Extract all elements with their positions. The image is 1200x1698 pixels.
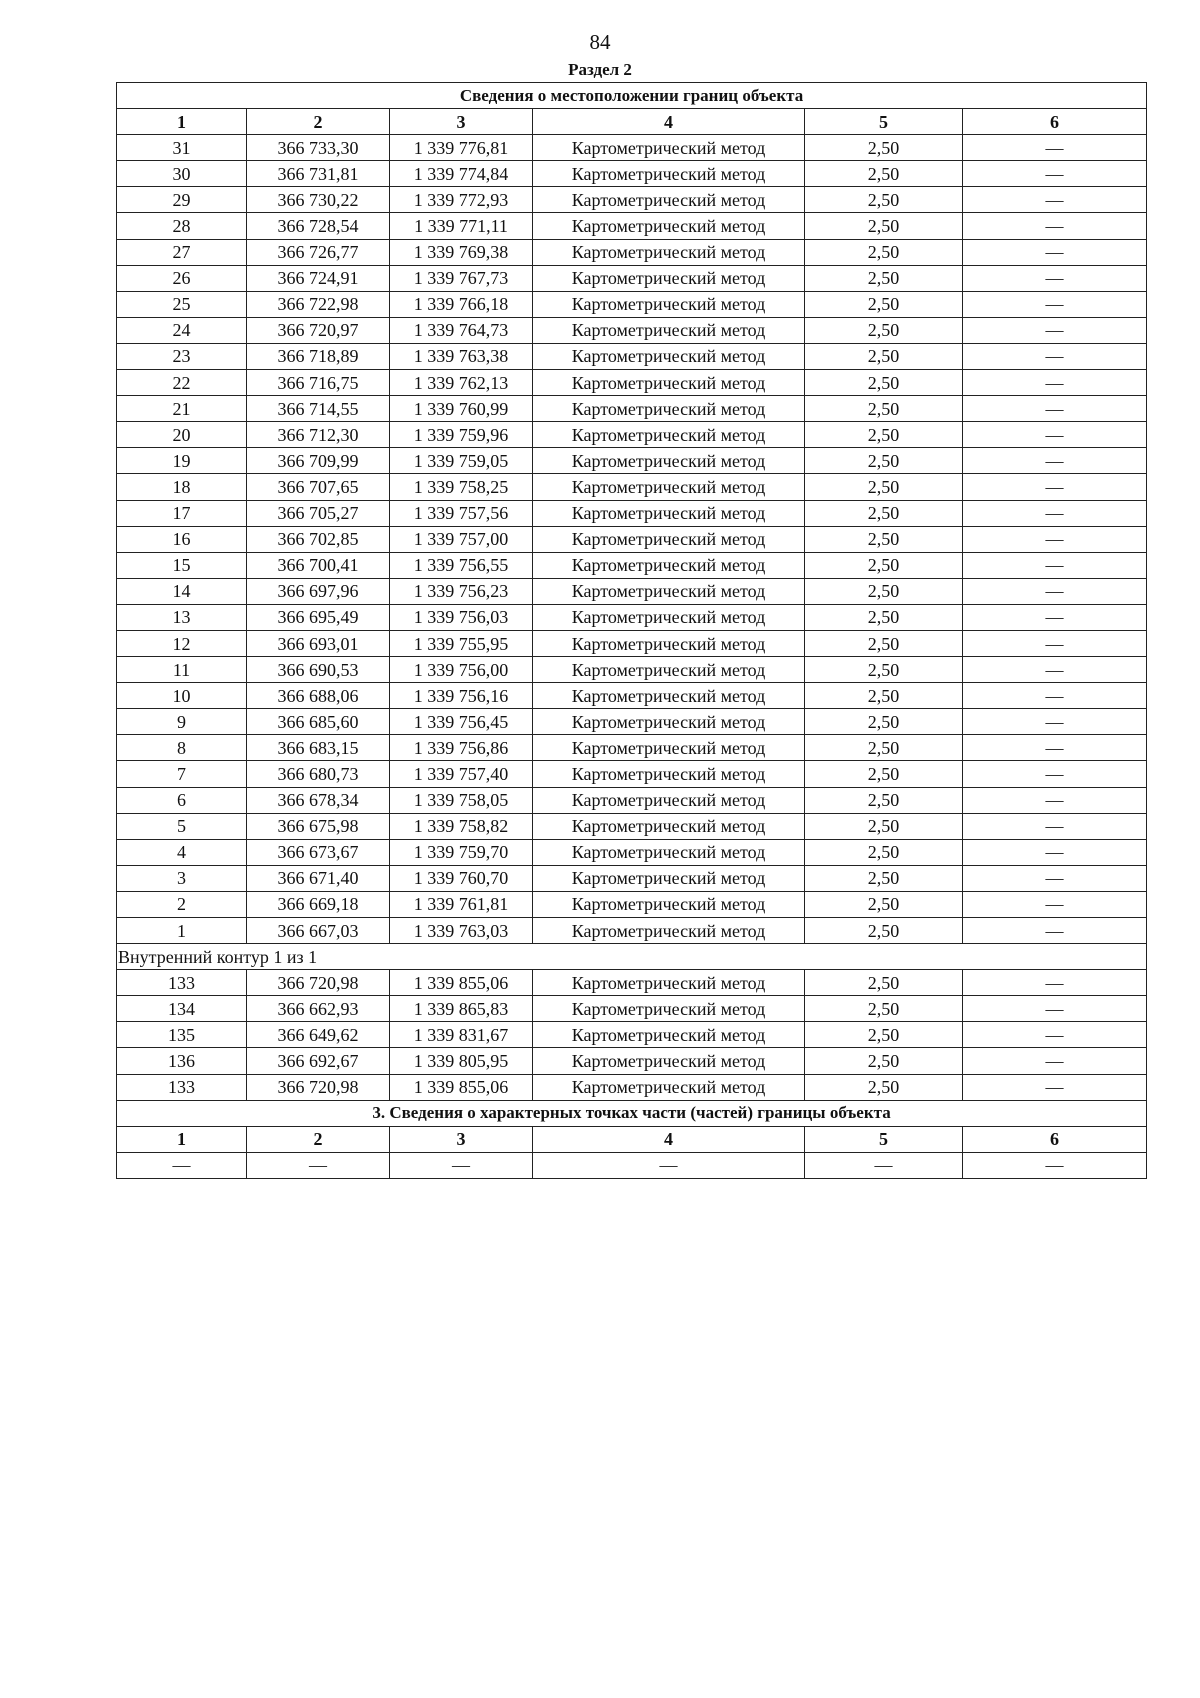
table-cell: 13 bbox=[117, 604, 247, 630]
table-cell: 3 bbox=[117, 865, 247, 891]
table-cell: Картометрический метод bbox=[533, 396, 805, 422]
table-cell: 2,50 bbox=[805, 1074, 963, 1100]
table-cell: 1 339 756,45 bbox=[390, 709, 533, 735]
table-cell: Картометрический метод bbox=[533, 187, 805, 213]
table-cell: Картометрический метод bbox=[533, 291, 805, 317]
table-cell: 2,50 bbox=[805, 839, 963, 865]
table-cell: — bbox=[963, 865, 1147, 891]
table-cell: — bbox=[963, 422, 1147, 448]
table-cell: 15 bbox=[117, 552, 247, 578]
table-row bbox=[117, 683, 1147, 709]
table-cell: 2,50 bbox=[805, 787, 963, 813]
table-cell: Картометрический метод bbox=[533, 1022, 805, 1048]
table-cell: 366 667,03 bbox=[247, 918, 390, 944]
table-cell: 1 339 772,93 bbox=[390, 187, 533, 213]
table-cell: 2,50 bbox=[805, 291, 963, 317]
table-cell: 2,50 bbox=[805, 1048, 963, 1074]
table-cell: Картометрический метод bbox=[533, 422, 805, 448]
table-cell: 366 714,55 bbox=[247, 396, 390, 422]
table-cell: — bbox=[963, 213, 1147, 239]
table-cell: — bbox=[963, 630, 1147, 656]
table-cell: 2,50 bbox=[805, 813, 963, 839]
table-row bbox=[117, 239, 1147, 265]
table-row bbox=[117, 578, 1147, 604]
table-row bbox=[117, 1074, 1147, 1100]
table-row bbox=[117, 291, 1147, 317]
table-row bbox=[117, 970, 1147, 996]
table-cell: 5 bbox=[805, 1126, 963, 1152]
table-cell: — bbox=[963, 657, 1147, 683]
table-cell: — bbox=[963, 187, 1147, 213]
table-cell: 26 bbox=[117, 265, 247, 291]
table-row bbox=[117, 709, 1147, 735]
table-cell: Картометрический метод bbox=[533, 526, 805, 552]
table-cell: 133 bbox=[117, 970, 247, 996]
table-cell: 2,50 bbox=[805, 630, 963, 656]
table-cell: — bbox=[533, 1152, 805, 1178]
table-cell: 2,50 bbox=[805, 683, 963, 709]
table-cell: — bbox=[963, 1048, 1147, 1074]
table-cell: 1 339 759,05 bbox=[390, 448, 533, 474]
table-cell: 31 bbox=[117, 135, 247, 161]
table-cell: 2 bbox=[117, 891, 247, 917]
table-cell: 1 339 756,23 bbox=[390, 578, 533, 604]
table-cell: — bbox=[963, 526, 1147, 552]
table-row bbox=[117, 604, 1147, 630]
table-cell: 1 339 755,95 bbox=[390, 630, 533, 656]
table-cell: — bbox=[963, 918, 1147, 944]
table-cell: 10 bbox=[117, 683, 247, 709]
table-cell: 366 683,15 bbox=[247, 735, 390, 761]
table-cell: — bbox=[963, 761, 1147, 787]
table-cell: — bbox=[963, 578, 1147, 604]
table-cell: 366 724,91 bbox=[247, 265, 390, 291]
table-cell: 20 bbox=[117, 422, 247, 448]
table-cell: 366 730,22 bbox=[247, 187, 390, 213]
table-cell: Картометрический метод bbox=[533, 500, 805, 526]
table-cell: Картометрический метод bbox=[533, 135, 805, 161]
table-row bbox=[117, 865, 1147, 891]
table-row bbox=[117, 448, 1147, 474]
table-cell: 1 339 756,00 bbox=[390, 657, 533, 683]
table-cell: 2,50 bbox=[805, 761, 963, 787]
table-cell: 366 716,75 bbox=[247, 370, 390, 396]
part-title bbox=[117, 1100, 1147, 1126]
table-cell: — bbox=[963, 891, 1147, 917]
table-row bbox=[117, 187, 1147, 213]
table-cell: 1 339 763,03 bbox=[390, 918, 533, 944]
table-cell: — bbox=[390, 1152, 533, 1178]
table-cell: — bbox=[963, 1074, 1147, 1100]
table-cell: — bbox=[963, 996, 1147, 1022]
table-cell: 1 339 764,73 bbox=[390, 317, 533, 343]
table-cell: Картометрический метод bbox=[533, 891, 805, 917]
table-cell: — bbox=[963, 500, 1147, 526]
table-cell: 366 720,98 bbox=[247, 970, 390, 996]
table-cell: 1 339 865,83 bbox=[390, 996, 533, 1022]
table-cell: 1 339 771,11 bbox=[390, 213, 533, 239]
table-cell: 2,50 bbox=[805, 970, 963, 996]
table-cell: 2,50 bbox=[805, 657, 963, 683]
table-cell: 1 339 756,86 bbox=[390, 735, 533, 761]
table-row bbox=[117, 265, 1147, 291]
table-cell: — bbox=[963, 474, 1147, 500]
table-cell: 1 339 766,18 bbox=[390, 291, 533, 317]
table-cell: 22 bbox=[117, 370, 247, 396]
table-cell: 4 bbox=[533, 1126, 805, 1152]
table-cell: 2,50 bbox=[805, 604, 963, 630]
table-cell: Картометрический метод bbox=[533, 578, 805, 604]
table-row bbox=[117, 891, 1147, 917]
table-cell: 2,50 bbox=[805, 370, 963, 396]
section-title: Раздел 2 bbox=[568, 60, 632, 79]
table-cell: — bbox=[963, 709, 1147, 735]
table-cell: Картометрический метод bbox=[533, 161, 805, 187]
part-title-text: 3. Сведения о характерных точках части (частей) границы объекта bbox=[117, 1100, 1147, 1126]
table-row bbox=[117, 343, 1147, 369]
table-cell: 366 692,67 bbox=[247, 1048, 390, 1074]
table-cell: 4 bbox=[117, 839, 247, 865]
table-cell: 366 680,73 bbox=[247, 761, 390, 787]
table-cell: Картометрический метод bbox=[533, 761, 805, 787]
table-cell: 366 697,96 bbox=[247, 578, 390, 604]
table-row bbox=[117, 918, 1147, 944]
table-cell: Картометрический метод bbox=[533, 265, 805, 291]
table-cell: 6 bbox=[117, 787, 247, 813]
table-cell: 23 bbox=[117, 343, 247, 369]
table-cell: 366 720,97 bbox=[247, 317, 390, 343]
table-cell: 2,50 bbox=[805, 187, 963, 213]
table-cell: 3 bbox=[390, 109, 533, 135]
table-cell: 1 339 757,40 bbox=[390, 761, 533, 787]
table-row bbox=[117, 135, 1147, 161]
table-cell: 366 702,85 bbox=[247, 526, 390, 552]
table-cell: — bbox=[963, 396, 1147, 422]
table-cell: 1 339 760,70 bbox=[390, 865, 533, 891]
table-cell: — bbox=[963, 317, 1147, 343]
table-cell: — bbox=[963, 552, 1147, 578]
table-cell: Картометрический метод bbox=[533, 370, 805, 396]
table-cell: 2,50 bbox=[805, 161, 963, 187]
table-cell: 2,50 bbox=[805, 891, 963, 917]
table-cell: 1 339 756,03 bbox=[390, 604, 533, 630]
table-cell: 6 bbox=[963, 109, 1147, 135]
table-cell: — bbox=[963, 970, 1147, 996]
table-cell: — bbox=[963, 343, 1147, 369]
table-cell: 2,50 bbox=[805, 239, 963, 265]
table-cell: 1 339 776,81 bbox=[390, 135, 533, 161]
table-title-row bbox=[117, 83, 1147, 109]
table-cell: 1 339 805,95 bbox=[390, 1048, 533, 1074]
table-cell: 2,50 bbox=[805, 996, 963, 1022]
table-cell: 29 bbox=[117, 187, 247, 213]
boundary-table bbox=[116, 82, 1147, 1179]
table-cell: — bbox=[963, 239, 1147, 265]
table-cell: 135 bbox=[117, 1022, 247, 1048]
table-row bbox=[117, 474, 1147, 500]
table-cell: 1 339 758,25 bbox=[390, 474, 533, 500]
table-cell: 1 339 758,82 bbox=[390, 813, 533, 839]
table-row bbox=[117, 526, 1147, 552]
table-row bbox=[117, 735, 1147, 761]
table-cell: 366 728,54 bbox=[247, 213, 390, 239]
table-cell: 134 bbox=[117, 996, 247, 1022]
table-cell: 1 339 756,55 bbox=[390, 552, 533, 578]
table-row bbox=[117, 1048, 1147, 1074]
table-cell: — bbox=[247, 1152, 390, 1178]
table-cell: 1 339 855,06 bbox=[390, 970, 533, 996]
table-cell: Картометрический метод bbox=[533, 683, 805, 709]
table-cell: Картометрический метод bbox=[533, 1074, 805, 1100]
table-cell: 16 bbox=[117, 526, 247, 552]
table-cell: 1 339 759,70 bbox=[390, 839, 533, 865]
table-cell: 1 339 767,73 bbox=[390, 265, 533, 291]
table-cell: 11 bbox=[117, 657, 247, 683]
table-cell: 366 722,98 bbox=[247, 291, 390, 317]
table-cell: 1 339 831,67 bbox=[390, 1022, 533, 1048]
table-cell: Картометрический метод bbox=[533, 709, 805, 735]
table-cell: 2,50 bbox=[805, 709, 963, 735]
table-cell: 25 bbox=[117, 291, 247, 317]
table-cell: 366 690,53 bbox=[247, 657, 390, 683]
table-cell: 366 720,98 bbox=[247, 1074, 390, 1100]
table-cell: 2,50 bbox=[805, 317, 963, 343]
table-cell: 366 731,81 bbox=[247, 161, 390, 187]
table-cell: 3 bbox=[390, 1126, 533, 1152]
table-cell: 5 bbox=[117, 813, 247, 839]
table-cell: — bbox=[963, 839, 1147, 865]
table-cell: Картометрический метод bbox=[533, 996, 805, 1022]
table-cell: Картометрический метод bbox=[533, 813, 805, 839]
boundary-table-body bbox=[117, 83, 1147, 1179]
table-cell: 1 339 757,00 bbox=[390, 526, 533, 552]
table-cell: 366 678,34 bbox=[247, 787, 390, 813]
page-number: 84 bbox=[589, 30, 611, 54]
table-cell: Картометрический метод bbox=[533, 552, 805, 578]
table-cell: 366 671,40 bbox=[247, 865, 390, 891]
table-cell: — bbox=[963, 787, 1147, 813]
table-cell: Картометрический метод bbox=[533, 317, 805, 343]
table-cell: Картометрический метод bbox=[533, 970, 805, 996]
table-cell: 2,50 bbox=[805, 135, 963, 161]
table-cell: 1 339 756,16 bbox=[390, 683, 533, 709]
table-cell: Картометрический метод bbox=[533, 657, 805, 683]
table-cell: 2,50 bbox=[805, 213, 963, 239]
table-cell: 21 bbox=[117, 396, 247, 422]
table-cell: Картометрический метод bbox=[533, 343, 805, 369]
table-cell: 366 675,98 bbox=[247, 813, 390, 839]
table-cell: 1 bbox=[117, 918, 247, 944]
table-cell: 366 688,06 bbox=[247, 683, 390, 709]
table-cell: 366 707,65 bbox=[247, 474, 390, 500]
table-cell: 8 bbox=[117, 735, 247, 761]
table-cell: — bbox=[963, 813, 1147, 839]
table-cell: 2,50 bbox=[805, 578, 963, 604]
table-cell: 12 bbox=[117, 630, 247, 656]
table-cell: 6 bbox=[963, 1126, 1147, 1152]
table-cell: 28 bbox=[117, 213, 247, 239]
table-cell: 1 339 758,05 bbox=[390, 787, 533, 813]
table-cell: — bbox=[963, 683, 1147, 709]
table-cell: 366 669,18 bbox=[247, 891, 390, 917]
table-cell: 1 339 774,84 bbox=[390, 161, 533, 187]
table-cell: 2,50 bbox=[805, 552, 963, 578]
table-cell: — bbox=[963, 604, 1147, 630]
table-row bbox=[117, 1022, 1147, 1048]
table-row bbox=[117, 161, 1147, 187]
table-cell: Картометрический метод bbox=[533, 787, 805, 813]
table-row bbox=[117, 996, 1147, 1022]
part-column-header-row bbox=[117, 1126, 1147, 1152]
table-cell: 366 718,89 bbox=[247, 343, 390, 369]
table-cell: 366 693,01 bbox=[247, 630, 390, 656]
table-cell: Картометрический метод bbox=[533, 239, 805, 265]
table-row bbox=[117, 657, 1147, 683]
table-cell: 24 bbox=[117, 317, 247, 343]
table-cell: 2,50 bbox=[805, 500, 963, 526]
table-cell: 7 bbox=[117, 761, 247, 787]
table-cell: 2,50 bbox=[805, 474, 963, 500]
table-cell: 366 649,62 bbox=[247, 1022, 390, 1048]
table-cell: 366 733,30 bbox=[247, 135, 390, 161]
table-cell: 30 bbox=[117, 161, 247, 187]
table-cell: Картометрический метод bbox=[533, 918, 805, 944]
table-cell: 1 339 769,38 bbox=[390, 239, 533, 265]
table-cell: — bbox=[963, 735, 1147, 761]
table-row bbox=[117, 813, 1147, 839]
table-cell: 366 685,60 bbox=[247, 709, 390, 735]
table-cell: 2,50 bbox=[805, 422, 963, 448]
table-cell: — bbox=[963, 161, 1147, 187]
table-row bbox=[117, 500, 1147, 526]
table-cell: 19 bbox=[117, 448, 247, 474]
table-cell: 2,50 bbox=[805, 343, 963, 369]
table-cell: — bbox=[963, 1152, 1147, 1178]
table-cell: 17 bbox=[117, 500, 247, 526]
table-cell: 2 bbox=[247, 109, 390, 135]
table-cell: Картометрический метод bbox=[533, 630, 805, 656]
table-row bbox=[117, 552, 1147, 578]
table-cell: 4 bbox=[533, 109, 805, 135]
table-cell: 2,50 bbox=[805, 448, 963, 474]
table-cell: — bbox=[805, 1152, 963, 1178]
table-cell: 1 339 759,96 bbox=[390, 422, 533, 448]
table-row bbox=[117, 761, 1147, 787]
table-row bbox=[117, 370, 1147, 396]
table-cell: — bbox=[117, 1152, 247, 1178]
table-cell: 2,50 bbox=[805, 526, 963, 552]
table-title: Сведения о местоположении границ объекта bbox=[117, 83, 1147, 109]
table-cell: Картометрический метод bbox=[533, 735, 805, 761]
table-cell: 366 673,67 bbox=[247, 839, 390, 865]
table-cell: 1 339 763,38 bbox=[390, 343, 533, 369]
table-cell: 2,50 bbox=[805, 735, 963, 761]
table-cell: Картометрический метод bbox=[533, 213, 805, 239]
table-cell: 1 bbox=[117, 109, 247, 135]
table-cell: Картометрический метод bbox=[533, 839, 805, 865]
table-row bbox=[117, 1152, 1147, 1178]
table-cell: 2 bbox=[247, 1126, 390, 1152]
inner-contour-label bbox=[117, 944, 1147, 970]
table-cell: 366 695,49 bbox=[247, 604, 390, 630]
table-cell: 133 bbox=[117, 1074, 247, 1100]
table-row bbox=[117, 630, 1147, 656]
table-cell: Картометрический метод bbox=[533, 474, 805, 500]
table-cell: 2,50 bbox=[805, 396, 963, 422]
table-cell: 366 726,77 bbox=[247, 239, 390, 265]
table-row bbox=[117, 213, 1147, 239]
table-row bbox=[117, 317, 1147, 343]
table-cell: Картометрический метод bbox=[533, 865, 805, 891]
table-row bbox=[117, 396, 1147, 422]
table-cell: — bbox=[963, 265, 1147, 291]
table-cell: — bbox=[963, 291, 1147, 317]
table-cell: Картометрический метод bbox=[533, 604, 805, 630]
table-row bbox=[117, 422, 1147, 448]
column-header-row bbox=[117, 109, 1147, 135]
table-cell: 1 339 761,81 bbox=[390, 891, 533, 917]
inner-contour-label-text: Внутренний контур 1 из 1 bbox=[117, 944, 1147, 970]
table-cell: Картометрический метод bbox=[533, 1048, 805, 1074]
table-cell: 366 709,99 bbox=[247, 448, 390, 474]
table-cell: 1 339 762,13 bbox=[390, 370, 533, 396]
table-cell: 2,50 bbox=[805, 865, 963, 891]
table-cell: — bbox=[963, 135, 1147, 161]
table-cell: 1 339 757,56 bbox=[390, 500, 533, 526]
table-cell: 2,50 bbox=[805, 918, 963, 944]
table-cell: 2,50 bbox=[805, 1022, 963, 1048]
table-cell: — bbox=[963, 370, 1147, 396]
table-cell: 27 bbox=[117, 239, 247, 265]
table-cell: 18 bbox=[117, 474, 247, 500]
table-cell: 9 bbox=[117, 709, 247, 735]
table-cell: Картометрический метод bbox=[533, 448, 805, 474]
table-cell: 366 662,93 bbox=[247, 996, 390, 1022]
table-row bbox=[117, 787, 1147, 813]
table-cell: 1 339 855,06 bbox=[390, 1074, 533, 1100]
table-cell: 136 bbox=[117, 1048, 247, 1074]
table-cell: — bbox=[963, 448, 1147, 474]
table-cell: 1 339 760,99 bbox=[390, 396, 533, 422]
table-cell: 2,50 bbox=[805, 265, 963, 291]
table-row bbox=[117, 839, 1147, 865]
table-cell: 14 bbox=[117, 578, 247, 604]
table-cell: 366 705,27 bbox=[247, 500, 390, 526]
table-cell: 366 700,41 bbox=[247, 552, 390, 578]
table-cell: — bbox=[963, 1022, 1147, 1048]
table-cell: 5 bbox=[805, 109, 963, 135]
table-cell: 1 bbox=[117, 1126, 247, 1152]
table-cell: 366 712,30 bbox=[247, 422, 390, 448]
